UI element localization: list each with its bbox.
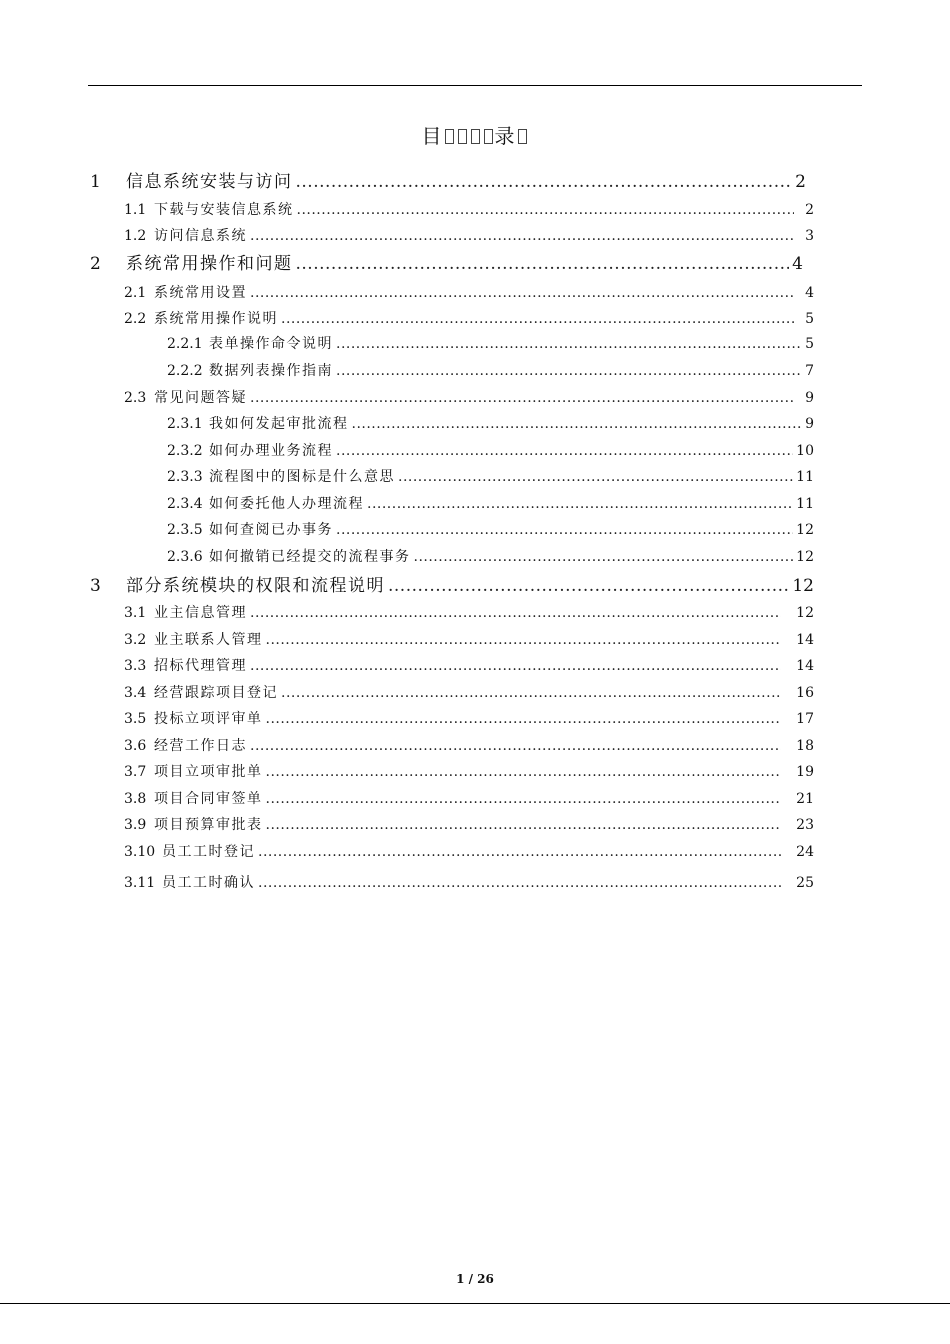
toc-entry-page: 12 [796, 605, 814, 621]
toc-entry-text: 招标代理管理 [154, 658, 247, 674]
toc-leader-dots [250, 285, 794, 301]
toc-entry[interactable] [90, 167, 806, 192]
toc-entry-page: 4 [805, 285, 814, 301]
toc-title-right: 录 [494, 124, 516, 148]
toc-entry[interactable] [90, 249, 803, 274]
toc-entry[interactable] [124, 708, 814, 728]
toc-entry[interactable] [90, 571, 814, 596]
toc-entry-number: 2.3.6 [167, 549, 203, 565]
toc-entry-number: 3.10 [124, 844, 156, 860]
toc-entry-number: 2.1 [124, 285, 147, 301]
toc-entry-page: 2 [805, 202, 814, 218]
toc-entry[interactable] [124, 735, 814, 755]
toc-entry-page: 25 [796, 875, 814, 891]
toc-entry-number: 3.7 [124, 764, 147, 780]
toc-entry-number: 1.2 [124, 228, 147, 244]
toc-entry-page: 19 [796, 764, 814, 780]
toc-entry-number: 3.4 [124, 685, 147, 701]
toc-entry-number: 2.2 [124, 311, 147, 327]
toc-entry[interactable] [124, 872, 814, 892]
toc-leader-dots [336, 522, 793, 538]
toc-entry[interactable] [124, 761, 814, 781]
toc-entry-page: 4 [792, 254, 803, 274]
toc-entry-page: 18 [796, 738, 814, 754]
toc-entry-page: 5 [805, 336, 814, 352]
toc-entry-text: 如何撤销已经提交的流程事务 [209, 549, 411, 565]
toc-entry[interactable] [167, 413, 814, 433]
toc-entry-page: 12 [792, 576, 814, 596]
toc-entry[interactable] [124, 629, 814, 649]
toc-leader-dots [258, 844, 781, 860]
toc-entry-number: 2.3.5 [167, 522, 203, 538]
toc-entry-text: 流程图中的图标是什么意思 [209, 469, 395, 485]
toc-entry-text: 员工工时确认 [162, 875, 255, 891]
toc-leader-dots [266, 791, 782, 807]
toc-leader-dots [281, 685, 781, 701]
toc-entry-page: 21 [796, 791, 814, 807]
toc-entry-page: 17 [796, 711, 814, 727]
toc-leader-dots [250, 390, 794, 406]
toc-entry[interactable] [167, 440, 814, 460]
toc-entry-text: 部分系统模块的权限和流程说明 [126, 576, 385, 596]
toc-entry[interactable] [167, 519, 814, 539]
toc-leader-dots [258, 875, 781, 891]
toc-entry-text: 系统常用设置 [154, 285, 247, 301]
toc-entry-text: 信息系统安装与访问 [126, 172, 293, 192]
toc-entry-number: 2.3.2 [167, 443, 203, 459]
toc-entry-number: 1 [90, 172, 101, 192]
toc-entry[interactable] [167, 546, 814, 566]
toc-entry-text: 业主信息管理 [154, 605, 247, 621]
toc-leader-dots [250, 228, 794, 244]
toc-entry-text: 业主联系人管理 [154, 632, 263, 648]
toc-entry-number: 3.5 [124, 711, 147, 727]
toc-entry[interactable] [167, 493, 814, 513]
toc-entry-page: 9 [805, 416, 814, 432]
toc-entry-text: 表单操作命令说明 [209, 336, 333, 352]
toc-entry-page: 10 [796, 443, 814, 459]
toc-entry-text: 员工工时登记 [162, 844, 255, 860]
page-number: 1 / 26 [456, 1272, 494, 1286]
toc-entry-page: 11 [796, 469, 814, 485]
toc-leader-dots [266, 711, 782, 727]
toc-entry-number: 2.3.1 [167, 416, 203, 432]
toc-entry-text: 下载与安装信息系统 [154, 202, 294, 218]
toc-entry[interactable] [124, 814, 814, 834]
toc-entry[interactable] [167, 333, 814, 353]
missing-glyph-icon [484, 129, 493, 144]
toc-entry-number: 2.3 [124, 390, 147, 406]
toc-entry-page: 7 [805, 363, 814, 379]
toc-leader-dots [388, 576, 789, 596]
toc-entry[interactable] [124, 199, 814, 219]
toc-leader-dots [250, 738, 781, 754]
toc-leader-dots [336, 443, 793, 459]
toc-entry-text: 经营工作日志 [154, 738, 247, 754]
toc-entry-text: 常见问题答疑 [154, 390, 247, 406]
toc-entry-page: 2 [795, 172, 806, 192]
toc-entry-page: 12 [796, 522, 814, 538]
toc-entry-number: 3 [90, 576, 101, 596]
toc-entry-text: 经营跟踪项目登记 [154, 685, 278, 701]
toc-entry-text: 项目立项审批单 [154, 764, 263, 780]
toc-entry-text: 数据列表操作指南 [209, 363, 333, 379]
toc-entry-page: 9 [805, 390, 814, 406]
toc-leader-dots [352, 416, 803, 432]
toc-entry-text: 项目合同审签单 [154, 791, 263, 807]
toc-leader-dots [250, 658, 781, 674]
toc-leader-dots [367, 496, 793, 512]
toc-entry-number: 2.3.3 [167, 469, 203, 485]
toc-entry[interactable] [167, 466, 814, 486]
toc-title [0, 120, 950, 149]
toc-entry[interactable] [124, 682, 814, 702]
toc-entry-text: 如何查阅已办事务 [209, 522, 333, 538]
toc-entry-number: 2.3.4 [167, 496, 203, 512]
toc-entry-text: 如何委托他人办理流程 [209, 496, 364, 512]
toc-leader-dots [398, 469, 793, 485]
toc-entry[interactable] [124, 788, 814, 808]
toc-entry[interactable] [124, 225, 814, 245]
toc-leader-dots [281, 311, 794, 327]
toc-entry-text: 投标立项评审单 [154, 711, 263, 727]
footer-rule [0, 1303, 950, 1304]
toc-entry-page: 3 [805, 228, 814, 244]
toc-title-left: 目 [421, 124, 443, 148]
toc-entry-number: 2.2.2 [167, 363, 203, 379]
toc-entry[interactable] [124, 282, 814, 302]
toc-leader-dots [250, 605, 781, 621]
toc-entry-number: 3.3 [124, 658, 147, 674]
toc-leader-dots [296, 172, 793, 192]
missing-glyph-icon [518, 129, 527, 144]
toc-entry-text: 访问信息系统 [154, 228, 247, 244]
toc-entry-page: 24 [796, 844, 814, 860]
toc-leader-dots [414, 549, 794, 565]
toc-entry[interactable] [124, 841, 814, 861]
toc-entry-page: 12 [796, 549, 814, 565]
toc-entry-page: 14 [796, 658, 814, 674]
toc-entry-number: 3.2 [124, 632, 147, 648]
toc-entry-number: 3.8 [124, 791, 147, 807]
toc-entry-page: 14 [796, 632, 814, 648]
toc-leader-dots [297, 202, 795, 218]
toc-entry[interactable] [124, 387, 814, 407]
toc-entry-page: 23 [796, 817, 814, 833]
missing-glyph-icon [458, 129, 467, 144]
missing-glyph-icon [471, 129, 480, 144]
missing-glyph-icon [445, 129, 454, 144]
toc-leader-dots [296, 254, 790, 274]
toc-entry-page: 11 [796, 496, 814, 512]
toc-entry-number: 1.1 [124, 202, 147, 218]
toc-leader-dots [266, 764, 782, 780]
toc-entry-text: 系统常用操作说明 [154, 311, 278, 327]
toc-entry-number: 2 [90, 254, 101, 274]
toc-leader-dots [336, 363, 802, 379]
toc-entry-text: 系统常用操作和问题 [126, 254, 293, 274]
toc-entry-number: 3.9 [124, 817, 147, 833]
toc-entry[interactable] [167, 360, 814, 380]
toc-entry-number: 3.6 [124, 738, 147, 754]
header-rule [88, 85, 862, 86]
toc-entry[interactable] [124, 308, 814, 328]
toc-entry-page: 16 [796, 685, 814, 701]
toc-entry-text: 如何办理业务流程 [209, 443, 333, 459]
toc-entry-text: 项目预算审批表 [154, 817, 263, 833]
toc-leader-dots [266, 632, 782, 648]
toc-entry-number: 3.11 [124, 875, 156, 891]
toc-entry-page: 5 [805, 311, 814, 327]
toc-entry-number: 2.2.1 [167, 336, 203, 352]
toc-entry-number: 3.1 [124, 605, 147, 621]
toc-leader-dots [266, 817, 782, 833]
toc-entry[interactable] [124, 655, 814, 675]
toc-entry[interactable] [124, 602, 814, 622]
toc-leader-dots [336, 336, 802, 352]
toc-entry-text: 我如何发起审批流程 [209, 416, 349, 432]
